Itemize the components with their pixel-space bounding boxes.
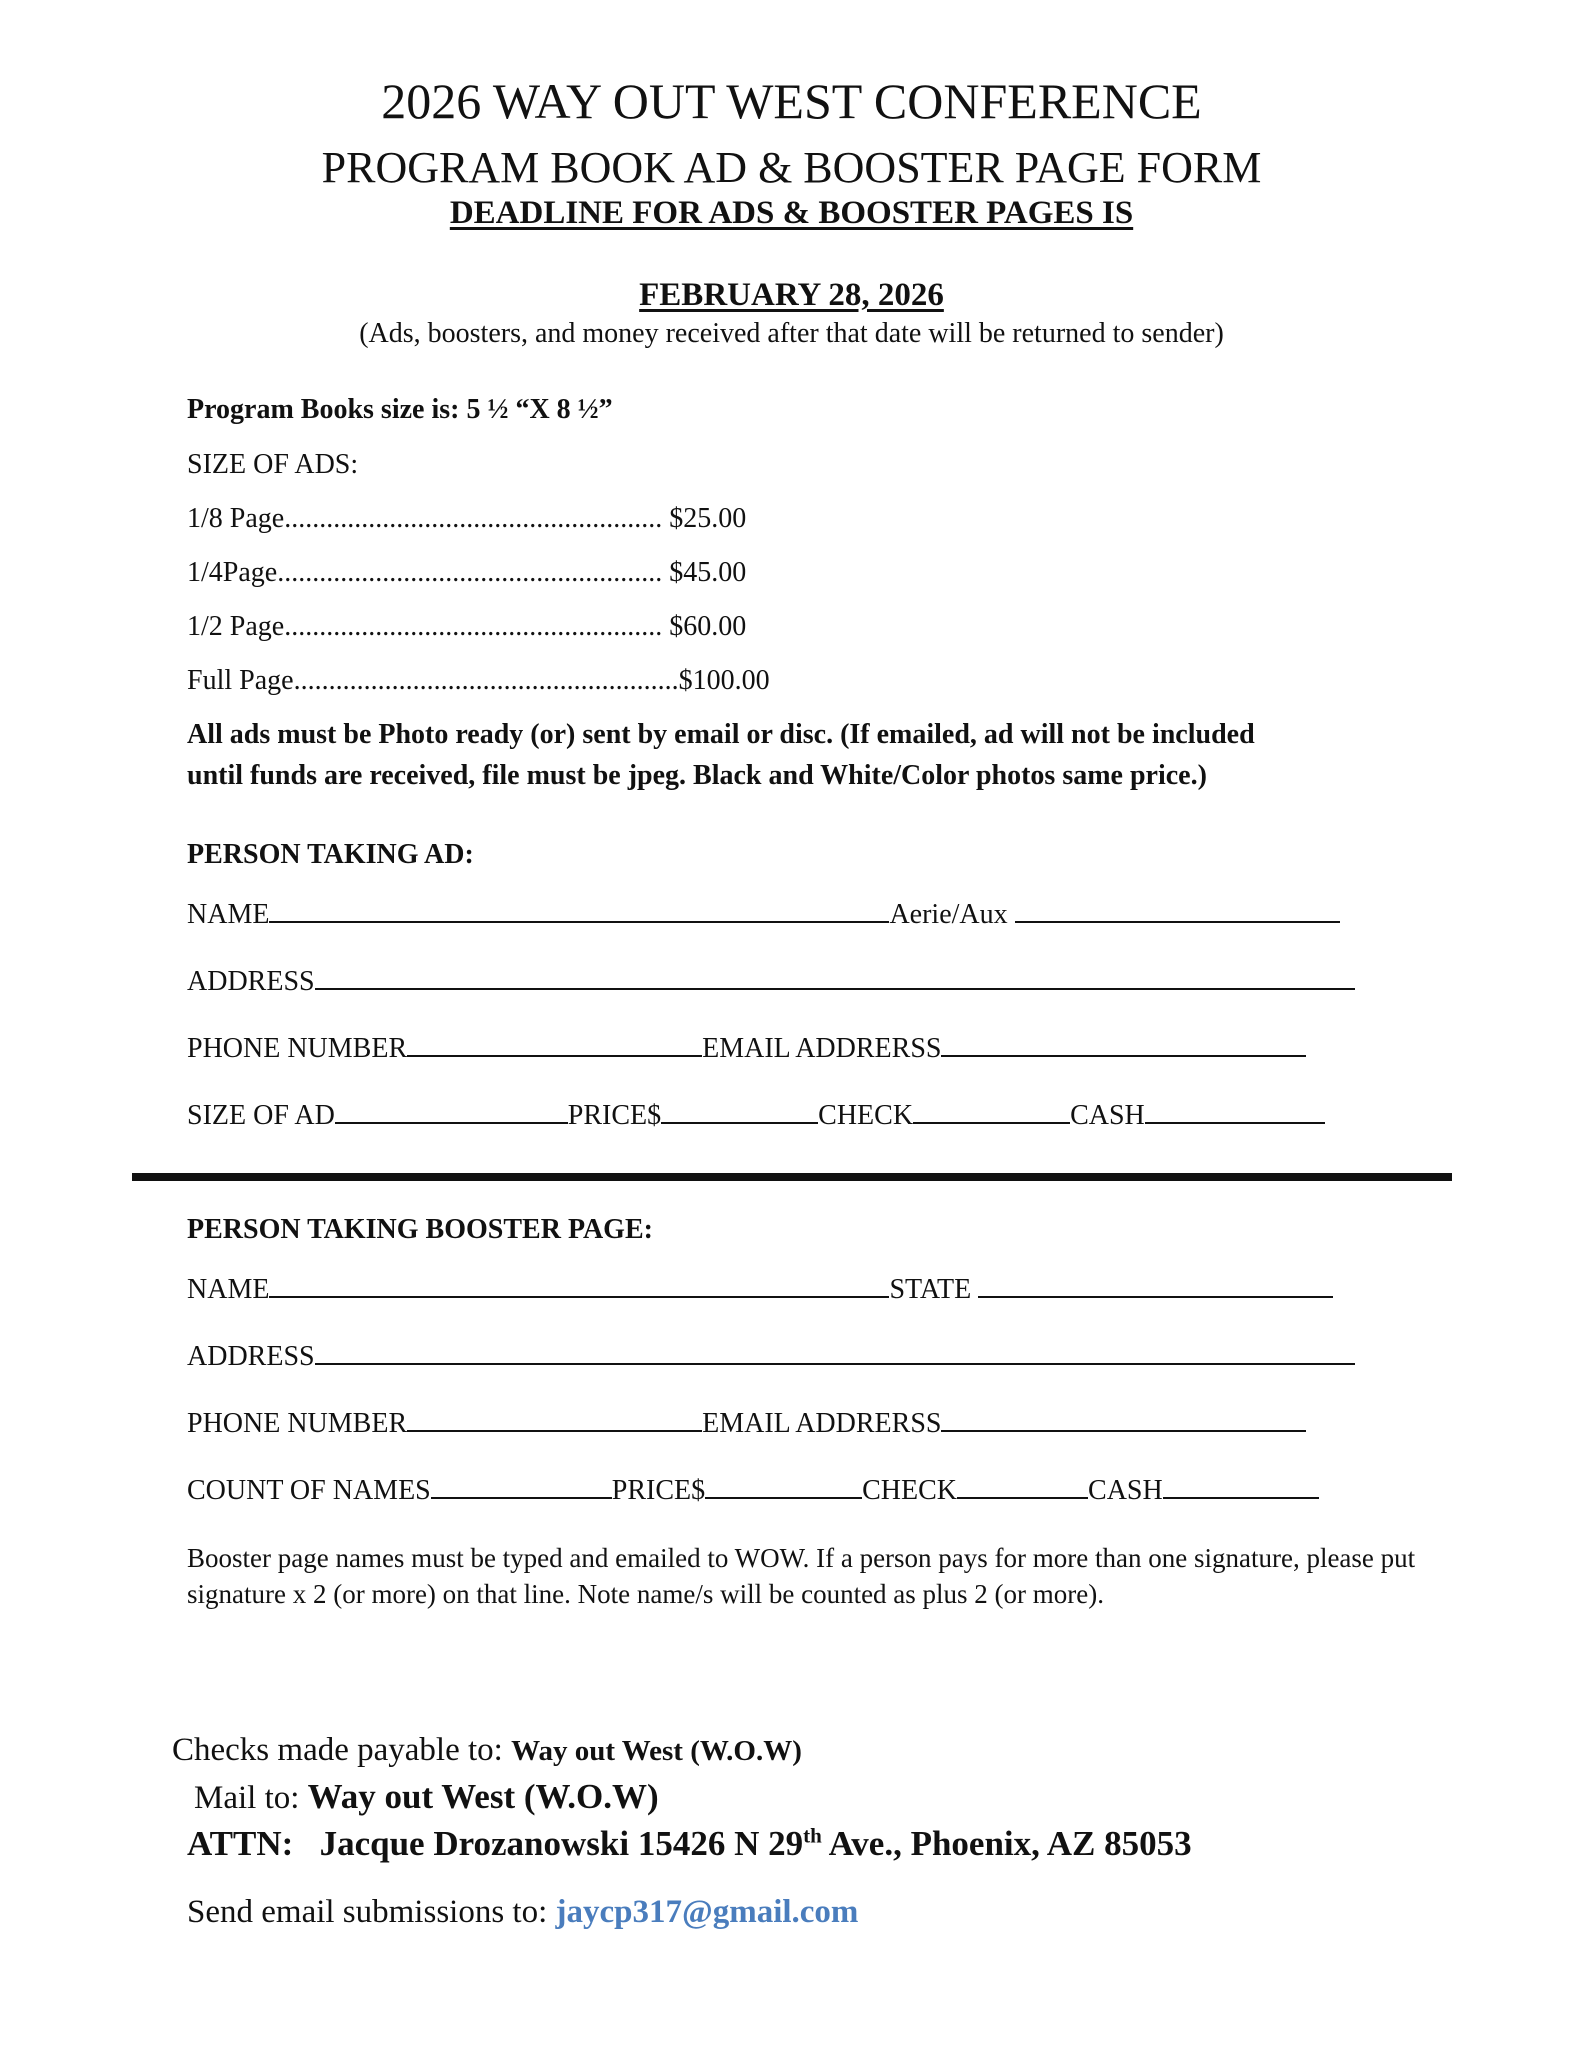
size-label: SIZE OF AD <box>187 1100 335 1131</box>
cash-field[interactable] <box>1163 1469 1319 1499</box>
phone-label: PHONE NUMBER <box>187 1408 408 1439</box>
price-field[interactable] <box>661 1094 818 1124</box>
attn-name: Jacque Drozanowski 15426 N 29 <box>319 1824 804 1863</box>
phone-field[interactable] <box>407 1027 702 1057</box>
ad-phone-row <box>187 1027 1306 1065</box>
aerie-field[interactable] <box>1015 893 1340 923</box>
phone-field[interactable] <box>407 1402 702 1432</box>
form-subtitle: PROGRAM BOOK AD & BOOSTER PAGE FORM <box>321 143 1262 192</box>
price-row <box>187 503 746 535</box>
address-label: ADDRESS <box>187 1341 315 1372</box>
attn-line <box>187 1824 1192 1864</box>
ad-payment-row <box>187 1094 1325 1132</box>
price-dots: ...................................................... <box>284 611 663 642</box>
cash-field[interactable] <box>1145 1094 1325 1124</box>
phone-label: PHONE NUMBER <box>187 1033 408 1064</box>
sizes-heading: SIZE OF ADS: <box>187 449 359 480</box>
cash-label: CASH <box>1070 1100 1145 1131</box>
email-field[interactable] <box>941 1402 1306 1432</box>
price-size: 1/8 Page <box>187 503 285 534</box>
page-title: 2026 WAY OUT WEST CONFERENCE <box>381 73 1202 129</box>
name-field[interactable] <box>269 893 889 923</box>
book-size: Program Books size is: 5 ½ “X 8 ½” <box>187 394 613 425</box>
ad-name-row <box>187 893 1340 931</box>
address-field[interactable] <box>315 960 1355 990</box>
email-link[interactable]: jaycp317@gmail.com <box>555 1894 859 1930</box>
check-field[interactable] <box>957 1469 1088 1499</box>
price-label: PRICE$ <box>611 1475 706 1506</box>
ad-form-heading: PERSON TAKING AD: <box>187 839 474 870</box>
checks-payee: Way out West (W.O.W) <box>511 1735 802 1767</box>
booster-phone-row <box>187 1402 1306 1440</box>
price-value: $25.00 <box>669 503 747 534</box>
price-row <box>187 665 770 697</box>
attn-rest: Ave., Phoenix, AZ 85053 <box>821 1824 1192 1863</box>
check-label: CHECK <box>862 1475 958 1506</box>
price-dots: ....................................................... <box>293 665 679 696</box>
name-field[interactable] <box>269 1268 889 1298</box>
email-label: EMAIL ADDRERSS <box>702 1408 942 1439</box>
count-field[interactable] <box>431 1469 612 1499</box>
section-divider <box>132 1173 1452 1181</box>
mail-name: Way out West (W.O.W) <box>307 1777 659 1816</box>
aerie-label: Aerie/Aux <box>889 899 1008 930</box>
price-label: PRICE$ <box>567 1100 662 1131</box>
price-dots: ....................................................... <box>277 557 663 588</box>
price-value: $60.00 <box>669 611 747 642</box>
cash-label: CASH <box>1088 1475 1163 1506</box>
deadline-note: (Ads, boosters, and money received after that date will be returned to sender) <box>359 318 1224 349</box>
check-label: CHECK <box>818 1100 914 1131</box>
booster-note: Booster page names must be typed and emailed to WOW. If a person pays for more than one signature, please put signature x 2 (or more) on that line. Note name/s will be counted as plus 2 (or more). <box>187 1543 1416 1609</box>
attn-sup: th <box>803 1823 822 1848</box>
checks-payable <box>172 1732 802 1769</box>
price-size: Full Page <box>187 665 294 696</box>
ad-requirements: All ads must be Photo ready (or) sent by email or disc. (If emailed, ad will not be included <box>187 719 1255 750</box>
price-size: 1/4Page <box>187 557 278 588</box>
price-size: 1/2 Page <box>187 611 285 642</box>
deadline-date: FEBRUARY 28, 2026 <box>639 277 944 313</box>
price-field[interactable] <box>705 1469 862 1499</box>
booster-form-heading: PERSON TAKING BOOSTER PAGE: <box>187 1214 653 1245</box>
size-field[interactable] <box>335 1094 568 1124</box>
deadline-heading: DEADLINE FOR ADS & BOOSTER PAGES IS <box>449 195 1134 231</box>
address-label: ADDRESS <box>187 966 315 997</box>
ad-address-row <box>187 960 1355 998</box>
state-field[interactable] <box>978 1268 1333 1298</box>
price-dots: ...................................................... <box>284 503 663 534</box>
booster-payment-row <box>187 1469 1319 1507</box>
checks-label: Checks made payable to: <box>172 1732 503 1768</box>
booster-name-row <box>187 1268 1333 1306</box>
email-label: EMAIL ADDRERSS <box>702 1033 942 1064</box>
price-row <box>187 611 746 643</box>
address-field[interactable] <box>315 1335 1355 1365</box>
mail-to <box>194 1777 659 1817</box>
price-value: $100.00 <box>678 665 770 696</box>
booster-address-row <box>187 1335 1355 1373</box>
name-label: NAME <box>187 899 270 930</box>
email-submissions <box>187 1894 858 1931</box>
price-value: $45.00 <box>669 557 747 588</box>
count-label: COUNT OF NAMES <box>187 1475 431 1506</box>
ad-requirements: until funds are received, file must be jpeg. Black and White/Color photos same price.) <box>187 760 1207 791</box>
state-label: STATE <box>889 1274 972 1305</box>
email-field[interactable] <box>941 1027 1306 1057</box>
check-field[interactable] <box>913 1094 1070 1124</box>
attn-label: ATTN: <box>187 1824 294 1863</box>
mail-label: Mail to: <box>194 1780 300 1816</box>
email-submit-label: Send email submissions to: <box>187 1894 548 1930</box>
price-row <box>187 557 746 589</box>
name-label: NAME <box>187 1274 270 1305</box>
